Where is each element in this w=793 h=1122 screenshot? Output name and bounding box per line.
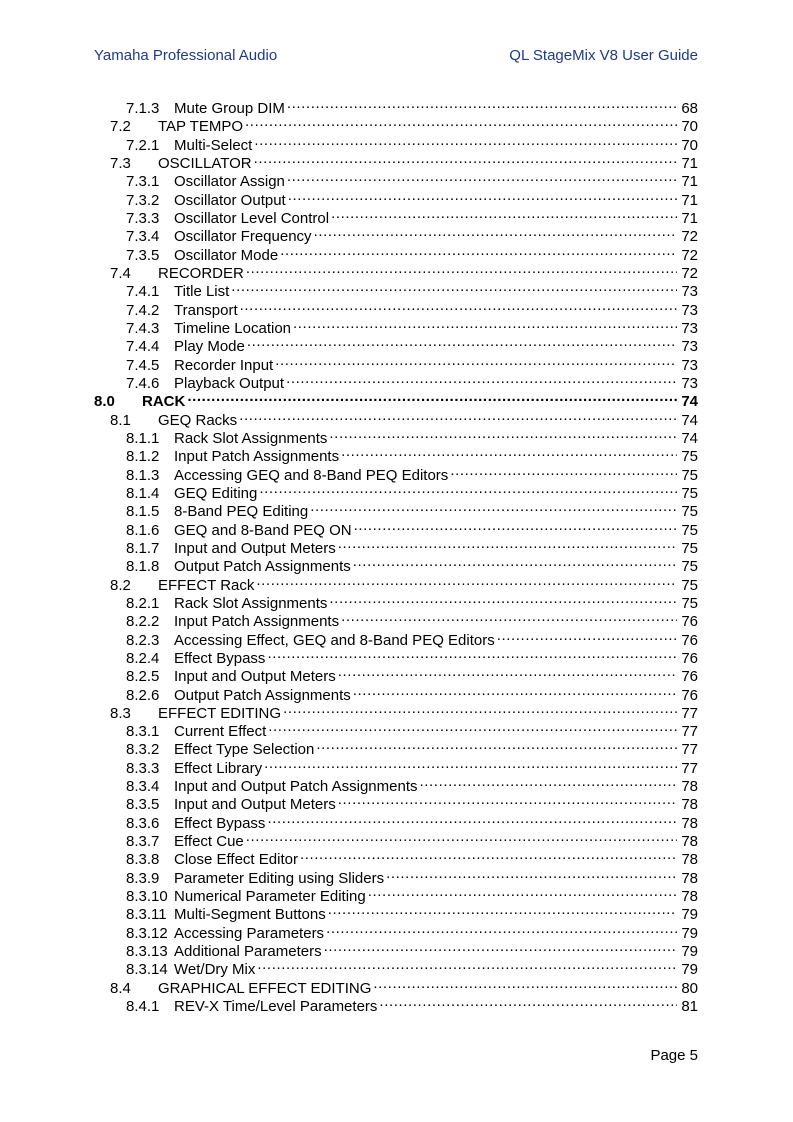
- toc-entry-page: 71: [681, 173, 698, 191]
- toc-entry-number: 8.3.14: [126, 961, 168, 979]
- toc-entry-title: Input and Output Meters: [174, 796, 336, 814]
- toc-entry-dot-leader: [293, 315, 677, 333]
- page-number: Page 5: [650, 1047, 698, 1064]
- toc-entry-title: Mute Group DIM: [174, 100, 285, 117]
- toc-entry-dot-leader: [310, 498, 677, 516]
- toc-entry-page: 75: [681, 484, 698, 502]
- toc-entry-number: 8.2.2: [126, 613, 160, 631]
- toc-entry-number: 7.4.1: [126, 283, 160, 301]
- toc-entry-title: Close Effect Editor: [174, 851, 298, 869]
- toc-entry-number: 7.3.2: [126, 191, 160, 209]
- toc-entry-number: 8.2.3: [126, 631, 160, 649]
- toc-entry-page: 75: [681, 539, 698, 557]
- toc-entry-number: 8.3.13: [126, 943, 168, 961]
- toc-entry-number: 8.3.12: [126, 924, 168, 942]
- toc-entry-dot-leader: [187, 388, 677, 406]
- toc-entry-number: 8.3: [110, 704, 131, 722]
- toc-entry-dot-leader: [283, 700, 677, 718]
- toc-entry-dot-leader: [287, 168, 677, 186]
- toc-entry-page: 79: [681, 906, 698, 924]
- toc-entry-number: 7.2: [110, 118, 131, 136]
- toc-entry-page: 76: [681, 649, 698, 667]
- toc-entry-page: 80: [681, 979, 698, 997]
- toc-entry-page: 76: [681, 668, 698, 686]
- toc-entry-dot-leader: [246, 260, 677, 278]
- toc-entry-number: 8.2: [110, 576, 131, 594]
- toc-entry-number: 7.1.3: [126, 100, 160, 117]
- toc-entry-dot-leader: [267, 810, 677, 828]
- toc-entry-page: 78: [681, 851, 698, 869]
- toc-entry-number: 8.3.1: [126, 723, 160, 741]
- toc-entry-title: Oscillator Output: [174, 191, 286, 209]
- toc-entry-page: 75: [681, 448, 698, 466]
- toc-entry-title: Title List: [174, 283, 230, 301]
- toc-entry-page: 81: [681, 998, 698, 1016]
- toc-entry-number: 8.1.5: [126, 503, 160, 521]
- toc-entry-dot-leader: [386, 865, 677, 883]
- toc-entry-page: 74: [681, 429, 698, 447]
- toc-entry-page: 75: [681, 576, 698, 594]
- toc-entry-page: 70: [681, 136, 698, 154]
- toc-entry-dot-leader: [368, 883, 677, 901]
- toc-entry-number: 8.1.8: [126, 558, 160, 576]
- toc-entry-dot-leader: [329, 590, 677, 608]
- toc-entry-page: 75: [681, 521, 698, 539]
- toc-entry-dot-leader: [231, 278, 677, 296]
- toc-entry-page: 73: [681, 374, 698, 392]
- toc-entry-page: 73: [681, 319, 698, 337]
- toc-entry-title: GRAPHICAL EFFECT EDITING: [158, 979, 372, 997]
- toc-entry-number: 8.1.3: [126, 466, 160, 484]
- toc-entry-page: 74: [681, 393, 698, 411]
- toc-entry-dot-leader: [287, 95, 677, 113]
- toc-entry-dot-leader: [341, 443, 677, 461]
- toc-entry-page: 77: [681, 741, 698, 759]
- toc-entry-page: 71: [681, 191, 698, 209]
- toc-entry-dot-leader: [354, 517, 677, 535]
- toc-entry-number: 7.4.3: [126, 319, 160, 337]
- toc-entry-page: 75: [681, 558, 698, 576]
- toc-entry-title: Oscillator Frequency: [174, 228, 312, 246]
- toc-entry-dot-leader: [341, 608, 677, 626]
- toc-entry-title: RACK: [142, 393, 186, 411]
- toc-entry-dot-leader: [288, 187, 677, 205]
- toc-entry-dot-leader: [329, 425, 677, 443]
- toc-entry-title: GEQ and 8-Band PEQ ON: [174, 521, 352, 539]
- toc-entry-title: Rack Slot Assignments: [174, 594, 328, 612]
- toc-entry-title: Effect Library: [174, 759, 263, 777]
- toc-entry-number: 7.3.4: [126, 228, 160, 246]
- toc-entry-title: Playback Output: [174, 374, 285, 392]
- toc-entry-page: 68: [681, 100, 698, 117]
- toc-entry-number: 8.3.2: [126, 741, 160, 759]
- toc-entry-dot-leader: [379, 993, 677, 1011]
- toc-entry-number: 7.4.4: [126, 338, 160, 356]
- toc-entry-page: 79: [681, 943, 698, 961]
- toc-entry-number: 8.3.10: [126, 888, 168, 906]
- toc-entry[interactable]: [94, 95, 698, 117]
- toc-entry-number: 8.4: [110, 979, 131, 997]
- toc-entry-title: Play Mode: [174, 338, 245, 356]
- toc-entry-title: Numerical Parameter Editing: [174, 888, 366, 906]
- toc-entry-title: Accessing GEQ and 8-Band PEQ Editors: [174, 466, 449, 484]
- toc-entry-title: GEQ Editing: [174, 484, 258, 502]
- toc-entry-dot-leader: [286, 370, 677, 388]
- toc-entry-dot-leader: [314, 223, 677, 241]
- toc-entry-page: 75: [681, 503, 698, 521]
- document-header-right: QL StageMix V8 User Guide: [509, 47, 698, 64]
- toc-entry-page: 73: [681, 283, 698, 301]
- toc-entry-title: Wet/Dry Mix: [174, 961, 256, 979]
- toc-entry-dot-leader: [246, 828, 677, 846]
- toc-entry-page: 74: [681, 411, 698, 429]
- toc-entry-page: 72: [681, 264, 698, 282]
- toc-entry-dot-leader: [256, 572, 677, 590]
- toc-entry-title: Effect Cue: [174, 833, 244, 851]
- toc-entry-page: 76: [681, 686, 698, 704]
- toc-entry-page: 72: [681, 228, 698, 246]
- toc-entry-dot-leader: [338, 791, 677, 809]
- toc-entry-dot-leader: [353, 682, 677, 700]
- toc-entry-number: 7.2.1: [126, 136, 160, 154]
- toc-entry-title: Rack Slot Assignments: [174, 429, 328, 447]
- toc-entry-title: Oscillator Level Control: [174, 209, 330, 227]
- toc-entry-page: 73: [681, 356, 698, 374]
- toc-entry-number: 8.3.3: [126, 759, 160, 777]
- toc-entry-title: EFFECT EDITING: [158, 704, 282, 722]
- toc-entry-number: 8.3.11: [126, 906, 167, 924]
- toc-entry-dot-leader: [373, 975, 677, 993]
- toc-entry-title: Multi-Select: [174, 136, 253, 154]
- toc-entry-dot-leader: [254, 150, 677, 168]
- toc-entry-title: Effect Bypass: [174, 814, 266, 832]
- toc-entry-page: 79: [681, 924, 698, 942]
- toc-entry-page: 73: [681, 301, 698, 319]
- toc-entry-title: 8-Band PEQ Editing: [174, 503, 309, 521]
- toc-entry-number: 8.1.1: [126, 429, 160, 447]
- toc-entry-title: Input Patch Assignments: [174, 448, 340, 466]
- toc-entry-title: Parameter Editing using Sliders: [174, 869, 385, 887]
- toc-entry-number: 8.0: [94, 393, 115, 411]
- toc-entry-dot-leader: [353, 553, 677, 571]
- toc-entry-page: 77: [681, 704, 698, 722]
- toc-entry-number: 8.2.4: [126, 649, 160, 667]
- toc-entry-number: 8.1.2: [126, 448, 160, 466]
- toc-entry-title: Current Effect: [174, 723, 267, 741]
- toc-entry-page: 78: [681, 869, 698, 887]
- toc-entry-dot-leader: [239, 407, 677, 425]
- toc-entry-page: 77: [681, 759, 698, 777]
- toc-entry-number: 7.3.3: [126, 209, 160, 227]
- toc-entry-title: Effect Type Selection: [174, 741, 315, 759]
- toc-entry-page: 70: [681, 118, 698, 136]
- toc-entry-dot-leader: [497, 627, 677, 645]
- toc-entry-title: Recorder Input: [174, 356, 274, 374]
- toc-entry-dot-leader: [245, 113, 677, 131]
- toc-entry-page: 78: [681, 814, 698, 832]
- toc-entry-page: 79: [681, 961, 698, 979]
- toc-entry-number: 8.1: [110, 411, 131, 429]
- toc-entry-page: 76: [681, 613, 698, 631]
- toc-entry-title: Timeline Location: [174, 319, 292, 337]
- toc-entry-page: 72: [681, 246, 698, 264]
- toc-entry-number: 7.3.5: [126, 246, 160, 264]
- toc-entry-number: 8.3.9: [126, 869, 160, 887]
- toc-entry-number: 7.4.6: [126, 374, 160, 392]
- toc-entry-dot-leader: [280, 242, 677, 260]
- toc-entry-title: GEQ Racks: [158, 411, 238, 429]
- toc-entry-number: 8.4.1: [126, 998, 160, 1016]
- toc-entry-title: Multi-Segment Buttons: [174, 906, 326, 924]
- toc-entry-number: 7.4.2: [126, 301, 160, 319]
- toc-entry-title: Input and Output Meters: [174, 539, 336, 557]
- toc-entry-title: EFFECT Rack: [158, 576, 255, 594]
- toc-entry-number: 7.4: [110, 264, 131, 282]
- toc-entry-page: 76: [681, 631, 698, 649]
- toc-entry-number: 8.3.7: [126, 833, 160, 851]
- toc-entry-number: 7.4.5: [126, 356, 160, 374]
- toc-entry-dot-leader: [259, 480, 677, 498]
- table-of-contents: [94, 95, 698, 1016]
- toc-entry-title: Oscillator Mode: [174, 246, 279, 264]
- document-header-left: Yamaha Professional Audio: [94, 47, 278, 64]
- toc-entry-number: 8.3.5: [126, 796, 160, 814]
- toc-entry-page: 78: [681, 778, 698, 796]
- toc-entry-title: REV-X Time/Level Parameters: [174, 998, 378, 1016]
- toc-entry-title: RECORDER: [158, 264, 244, 282]
- toc-entry-number: 8.2.6: [126, 686, 160, 704]
- toc-entry-dot-leader: [264, 755, 677, 773]
- toc-entry-page: 75: [681, 594, 698, 612]
- toc-entry-title: Additional Parameters: [174, 943, 322, 961]
- toc-entry-page: 78: [681, 888, 698, 906]
- toc-entry-dot-leader: [316, 736, 677, 754]
- toc-entry-dot-leader: [450, 462, 677, 480]
- toc-entry-dot-leader: [420, 773, 678, 791]
- toc-entry-page: 78: [681, 833, 698, 851]
- toc-entry-title: Accessing Parameters: [174, 924, 325, 942]
- toc-entry-number: 8.1.4: [126, 484, 160, 502]
- toc-entry-dot-leader: [275, 352, 677, 370]
- toc-entry-title: TAP TEMPO: [158, 118, 244, 136]
- toc-entry-dot-leader: [247, 333, 677, 351]
- toc-entry-dot-leader: [324, 938, 677, 956]
- toc-entry-title: Input and Output Patch Assignments: [174, 778, 418, 796]
- toc-entry-number: 8.1.6: [126, 521, 160, 539]
- toc-entry-title: Effect Bypass: [174, 649, 266, 667]
- toc-entry-dot-leader: [257, 956, 677, 974]
- toc-entry-dot-leader: [268, 718, 677, 736]
- toc-entry-dot-leader: [326, 920, 677, 938]
- toc-entry-title: Oscillator Assign: [174, 173, 285, 191]
- toc-entry-title: Output Patch Assignments: [174, 686, 351, 704]
- toc-entry-page: 78: [681, 796, 698, 814]
- toc-entry-title: Transport: [174, 301, 238, 319]
- toc-entry-title: Input Patch Assignments: [174, 613, 340, 631]
- toc-entry-dot-leader: [300, 846, 677, 864]
- toc-entry-dot-leader: [254, 132, 677, 150]
- toc-entry-title: OSCILLATOR: [158, 154, 252, 172]
- toc-entry-page: 71: [681, 209, 698, 227]
- toc-entry-number: 8.3.4: [126, 778, 160, 796]
- toc-entry-number: 7.3: [110, 154, 131, 172]
- toc-entry-dot-leader: [240, 297, 677, 315]
- toc-entry-dot-leader: [338, 535, 677, 553]
- toc-entry-number: 8.1.7: [126, 539, 160, 557]
- toc-entry-page: 71: [681, 154, 698, 172]
- toc-entry-title: Output Patch Assignments: [174, 558, 351, 576]
- toc-entry-page: 77: [681, 723, 698, 741]
- toc-entry-dot-leader: [328, 901, 677, 919]
- toc-entry-dot-leader: [331, 205, 677, 223]
- toc-entry-number: 8.2.1: [126, 594, 160, 612]
- toc-entry-number: 8.2.5: [126, 668, 160, 686]
- toc-entry-number: 8.3.6: [126, 814, 160, 832]
- toc-entry-dot-leader: [338, 663, 677, 681]
- toc-entry-number: 7.3.1: [126, 173, 160, 191]
- toc-entry-dot-leader: [267, 645, 677, 663]
- toc-entry-title: Accessing Effect, GEQ and 8-Band PEQ Editors: [174, 631, 495, 649]
- toc-entry-page: 73: [681, 338, 698, 356]
- toc-entry-number: 8.3.8: [126, 851, 160, 869]
- toc-entry-title: Input and Output Meters: [174, 668, 336, 686]
- toc-entry-page: 75: [681, 466, 698, 484]
